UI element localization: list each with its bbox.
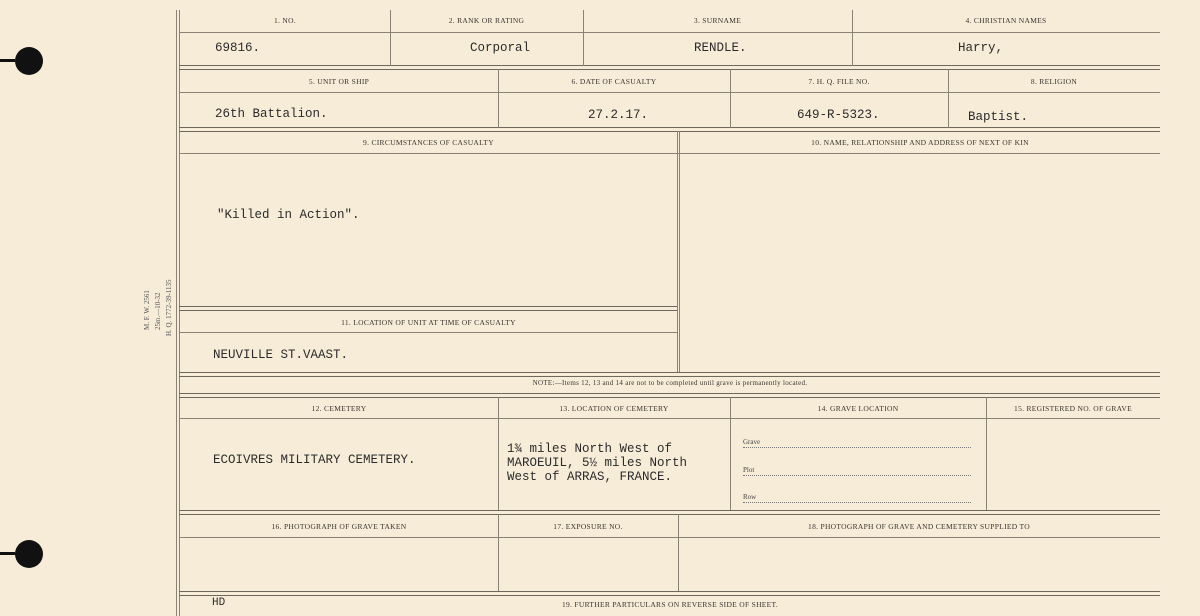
value-cemetery: ECOIVRES MILITARY CEMETERY.	[213, 453, 416, 467]
label-cemetery: 12. CEMETERY	[311, 404, 367, 413]
value-unit: 26th Battalion.	[215, 107, 328, 121]
label-next-of-kin: 10. NAME, RELATIONSHIP AND ADDRESS OF NEXT OF KIN	[811, 138, 1029, 147]
value-location-unit: NEUVILLE ST.VAAST.	[213, 348, 349, 362]
label-registered-no: 15. REGISTERED NO. OF GRAVE	[1014, 404, 1132, 413]
label-unit: 5. UNIT OR SHIP	[308, 77, 370, 86]
label-circumstances: 9. CIRCUMSTANCES OF CASUALTY	[363, 138, 494, 147]
grave-field: Grave	[743, 438, 971, 448]
label-photograph-taken: 16. PHOTOGRAPH OF GRAVE TAKEN	[271, 522, 407, 531]
value-no: 69816.	[215, 41, 261, 55]
label-religion: 8. RELIGION	[1030, 77, 1078, 86]
label-file-no: 7. H. Q. FILE NO.	[808, 77, 870, 86]
label-photograph-supplied: 18. PHOTOGRAPH OF GRAVE AND CEMETERY SUPPLIED TO	[808, 522, 1030, 531]
label-surname: 3. SURNAME	[693, 16, 742, 25]
value-file-no: 649-R-5323.	[797, 108, 880, 122]
value-rank: Corporal	[470, 41, 531, 55]
value-location-cemetery-1: 1¾ miles North West of	[507, 442, 673, 456]
initials: HD	[212, 597, 226, 609]
value-surname: RENDLE.	[694, 41, 747, 55]
label-date: 6. DATE OF CASUALTY	[571, 77, 657, 86]
label-location-unit: 11. LOCATION OF UNIT AT TIME OF CASUALTY	[341, 318, 516, 327]
label-no: 1. NO.	[273, 16, 296, 25]
side-print-1: M. F. W. 2561	[143, 290, 151, 330]
plot-field: Plot	[743, 466, 971, 476]
side-print-3: H. Q. 1772-39-1135	[165, 279, 173, 336]
label-rank: 2. RANK OR RATING	[448, 16, 525, 25]
value-religion: Baptist.	[968, 110, 1029, 124]
label-christian-names: 4. CHRISTIAN NAMES	[965, 16, 1047, 25]
punch-hole-top	[15, 47, 43, 75]
row-field: Row	[743, 493, 971, 503]
side-print-2: 25m.—10-32	[154, 292, 162, 330]
value-date: 27.2.17.	[588, 108, 649, 122]
label-further-particulars: 19. FURTHER PARTICULARS ON REVERSE SIDE OF SHEET.	[561, 600, 779, 609]
value-christian-names: Harry,	[958, 41, 1004, 55]
label-grave-location: 14. GRAVE LOCATION	[817, 404, 899, 413]
note: NOTE:—Items 12, 13 and 14 are not to be completed until grave is permanently located.	[532, 379, 808, 387]
value-circumstances: "Killed in Action".	[217, 208, 360, 222]
value-location-cemetery-2: MAROEUIL, 5½ miles North	[507, 456, 688, 470]
label-exposure-no: 17. EXPOSURE NO.	[553, 522, 623, 531]
value-location-cemetery-3: West of ARRAS, FRANCE.	[507, 470, 673, 484]
label-location-cemetery: 13. LOCATION OF CEMETERY	[559, 404, 669, 413]
punch-hole-bottom	[15, 540, 43, 568]
